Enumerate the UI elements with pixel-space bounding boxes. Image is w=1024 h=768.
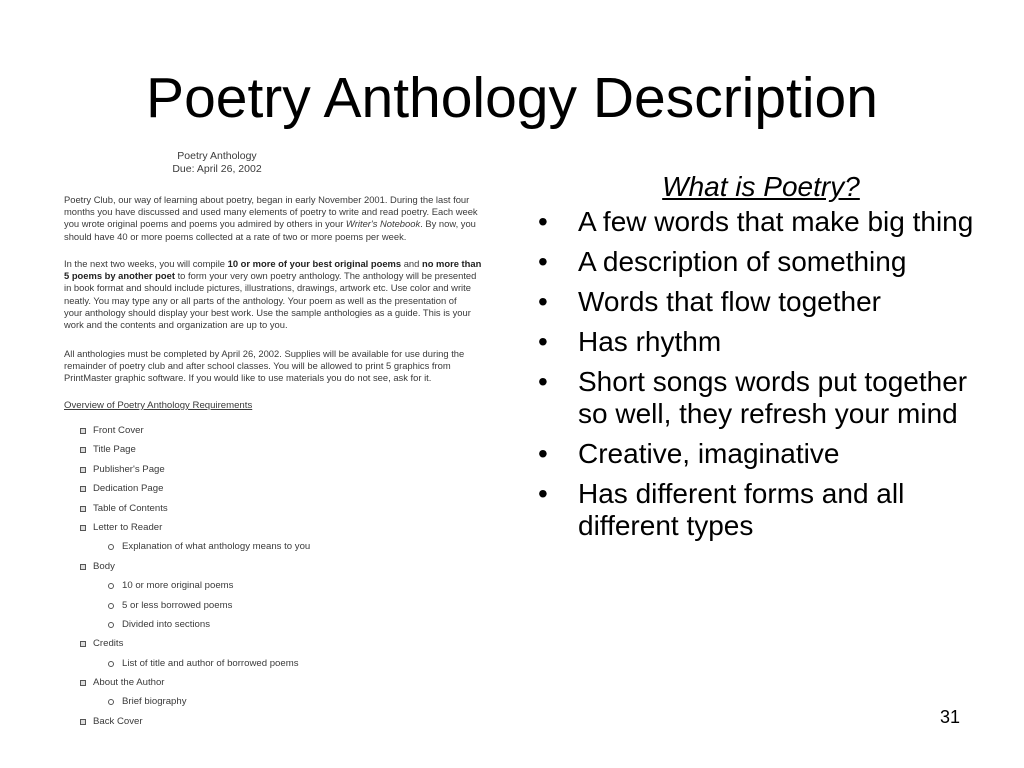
what-is-poetry-section [536,170,976,550]
circle-bullet-icon [108,583,114,589]
requirement-item [64,716,310,735]
requirement-label: Brief biography [122,696,187,708]
poetry-bullet-list [536,206,976,542]
poetry-list-item [536,326,976,358]
poetry-list-item [536,206,976,238]
square-bullet-icon [80,564,86,570]
bullet-icon: • [538,438,548,469]
requirement-label: Title Page [93,444,136,456]
paragraph-line [64,258,500,270]
requirement-label: Letter to Reader [93,521,163,533]
requirement-label: About the Author [93,677,165,689]
paragraph-line: PrintMaster graphic software. If you would like to use materials you do not see, ask for it. [64,372,432,384]
requirement-label: Front Cover [93,425,144,436]
handout-heading-title: Poetry Anthology [177,150,257,162]
bullet-icon: • [538,326,548,357]
bullet-icon: • [538,206,548,237]
paragraph-bold: 5 poems by another poet [64,270,175,282]
paragraph-text: and [401,258,422,269]
requirement-label: Credits [93,638,124,650]
requirement-item [64,619,310,638]
poetry-item-label: Has rhythm [578,326,722,357]
square-bullet-icon [80,428,86,434]
paragraph-line: months you have discussed and used many elements of poetry to write and read poetry. Each week [64,206,478,218]
paragraph-bold: 10 or more of your best original poems [227,258,402,269]
writers-notebook-italic: Writer's Notebook [345,218,421,230]
requirement-item [64,503,310,522]
poetry-list-item [536,478,976,542]
square-bullet-icon [80,525,86,531]
paragraph-line: should have 40 or more poems collected at a rate of two or more poems per week. [64,230,407,242]
paragraph-line: work and the contents and organization are up to you. [64,319,288,331]
bullet-icon: • [538,478,548,509]
requirement-label: List of title and author of borrowed poems [122,657,299,669]
requirement-label: Body [93,560,115,572]
paragraph-text: to form your very own poetry anthology. The anthology will be presented [174,270,477,282]
poetry-item-label: Words that flow together [578,286,881,317]
requirement-item [64,425,310,444]
what-is-poetry-heading: What is Poetry? [662,171,860,202]
requirement-item [64,638,310,657]
paragraph-line [64,270,500,282]
requirement-item [64,600,310,619]
requirement-label: 5 or less borrowed poems [122,599,233,611]
requirement-item [64,483,310,502]
paragraph-text: you wrote original poems and poems you admired by others in your [64,218,346,230]
poetry-item-label: A description of something [578,246,907,277]
requirement-item [64,444,310,463]
slide-page-number: 31 [940,707,961,727]
handout-paragraph-3 [64,348,500,385]
poetry-item-label: A few words that make big thing [578,206,974,237]
bullet-icon: • [538,366,548,397]
requirement-item [64,561,310,580]
poetry-item-label: Creative, imaginative [578,438,840,469]
square-bullet-icon [80,486,86,492]
poetry-item-label: Short songs words put together so well, they refresh your mind [578,366,968,429]
requirement-label: Explanation of what anthology means to you [122,541,311,553]
requirement-item [64,464,310,483]
square-bullet-icon [80,719,86,725]
circle-bullet-icon [108,622,114,628]
paragraph-line: neatly. You may type any or all parts of the anthology. Your poem as well as the presentation of [64,294,457,306]
square-bullet-icon [80,447,86,453]
poetry-list-item [536,246,976,278]
requirement-item [64,696,310,715]
poetry-list-item [536,286,976,318]
requirement-item [64,677,310,696]
paragraph-line: your anthology should display your best work. Use the sample anthologies as a guide. This is your [64,306,471,318]
requirement-label: 10 or more original poems [122,580,234,592]
bullet-icon: • [538,246,548,277]
handout-heading [0,150,500,176]
requirement-item [64,541,310,560]
square-bullet-icon [80,641,86,647]
handout-paragraph-2 [64,258,500,331]
paragraph-line: in book format and should include pictures, illustrations, drawings, artwork etc. Use color and write [64,282,471,294]
paragraph-text: In the next two weeks, you will compile [64,258,228,269]
requirement-item [64,658,310,677]
circle-bullet-icon [108,699,114,705]
poetry-item-label: Has different forms and all different types [578,478,905,541]
circle-bullet-icon [108,544,114,550]
paragraph-line: Poetry Club, our way of learning about poetry, began in early November 2001. During the last four [64,194,470,205]
paragraph-line [64,218,500,230]
paragraph-line: All anthologies must be completed by April 26, 2002. Supplies will be available for use during the [64,348,465,359]
requirements-overview-title: Overview of Poetry Anthology Requirements [64,400,253,411]
anthology-handout-scan [64,150,500,735]
circle-bullet-icon [108,603,114,609]
bullet-icon: • [538,286,548,317]
requirements-list [64,425,310,735]
requirement-label: Dedication Page [93,483,164,495]
slide-title: Poetry Anthology Description [146,66,878,130]
circle-bullet-icon [108,661,114,667]
paragraph-line: remainder of poetry club and after school classes. You will be allowed to print 5 graphics from [64,360,451,372]
handout-paragraph-1 [64,194,500,243]
square-bullet-icon [80,506,86,512]
requirement-label: Table of Contents [93,502,168,514]
requirement-label: Divided into sections [122,618,210,630]
paragraph-bold: no more than [421,258,482,269]
requirement-item [64,522,310,541]
handout-heading-due-date: Due: April 26, 2002 [172,163,262,175]
requirement-item [64,580,310,599]
square-bullet-icon [80,467,86,473]
requirement-label: Back Cover [93,715,143,727]
square-bullet-icon [80,680,86,686]
paragraph-text: . By now, you [420,218,476,230]
requirement-label: Publisher's Page [93,463,165,475]
poetry-list-item [536,366,976,430]
poetry-list-item [536,438,976,470]
